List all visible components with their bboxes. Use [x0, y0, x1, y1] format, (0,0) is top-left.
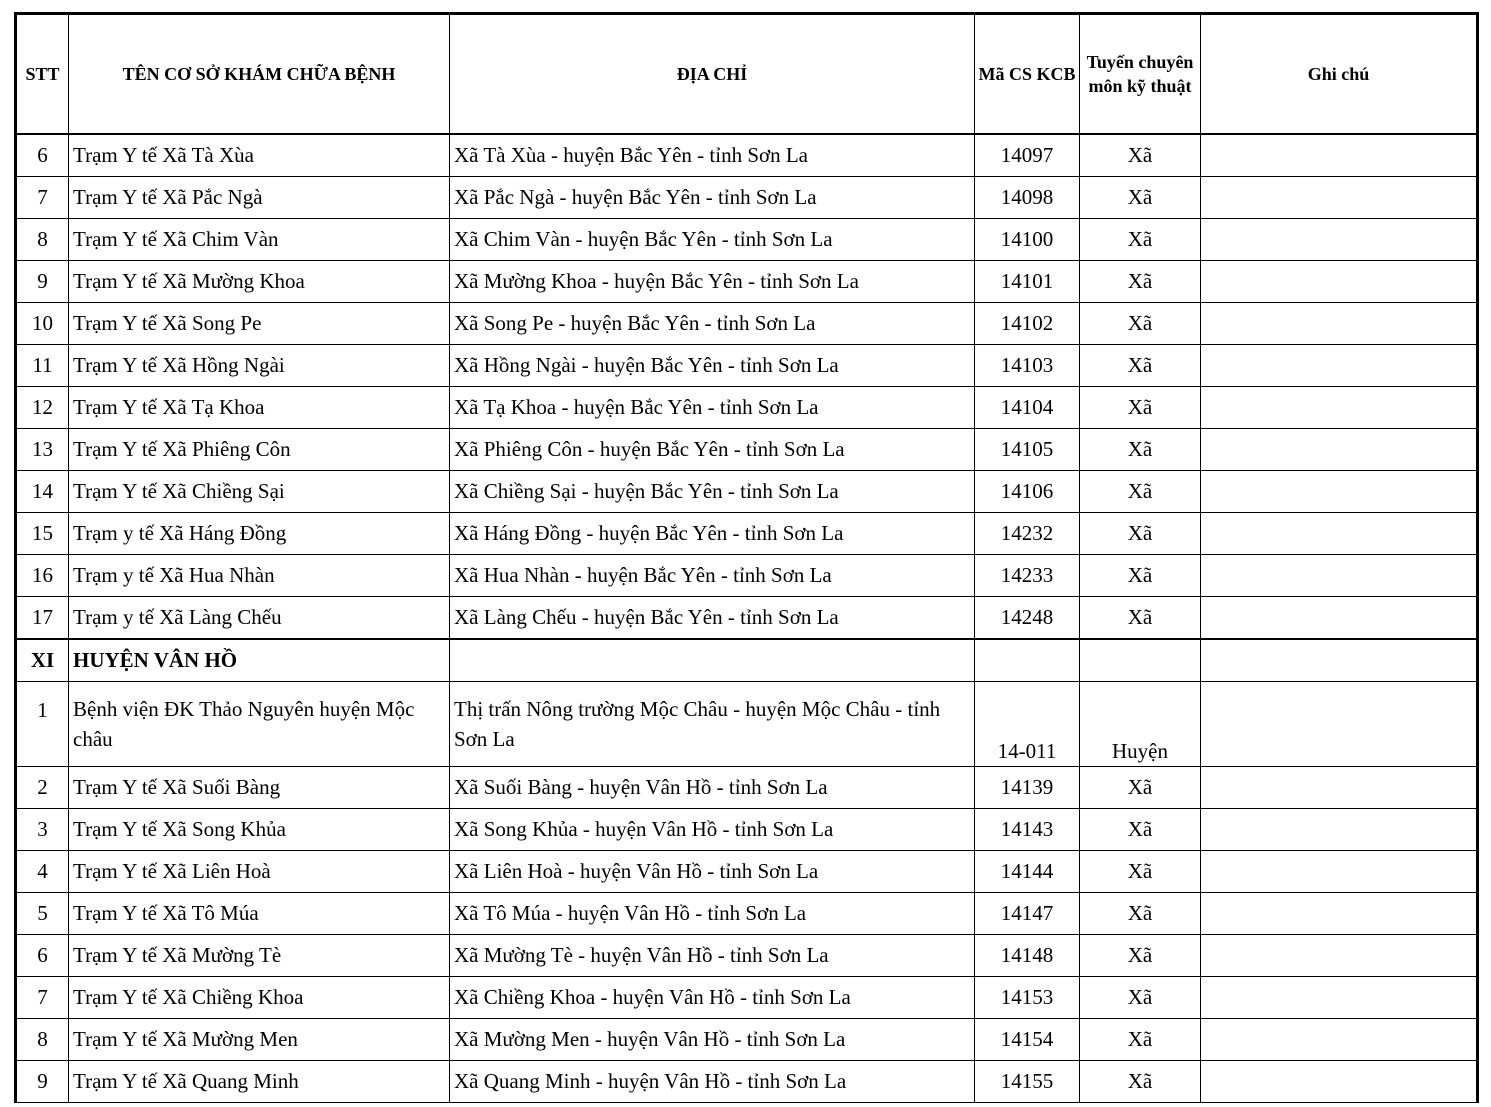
- cell-name: Trạm Y tế Xã Tạ Khoa: [69, 387, 450, 429]
- cell-level: Xã: [1080, 387, 1201, 429]
- cell-level: Huyện: [1080, 682, 1201, 767]
- cell-note: [1201, 682, 1478, 767]
- cell-code: 14155: [975, 1061, 1080, 1103]
- cell-level: Xã: [1080, 303, 1201, 345]
- cell-note: [1201, 851, 1478, 893]
- cell-address: Xã Suối Bàng - huyện Vân Hồ - tỉnh Sơn La: [450, 767, 975, 809]
- cell-code: 14102: [975, 303, 1080, 345]
- cell-code: 14232: [975, 513, 1080, 555]
- cell-address: Xã Tô Múa - huyện Vân Hồ - tỉnh Sơn La: [450, 893, 975, 935]
- cell-note: [1201, 134, 1478, 177]
- cell-code: 14147: [975, 893, 1080, 935]
- cell-note: [1201, 513, 1478, 555]
- cell-name: Trạm Y tế Xã Mường Khoa: [69, 261, 450, 303]
- cell-name: Trạm Y tế Xã Chiềng Sại: [69, 471, 450, 513]
- facility-table: [14, 12, 1479, 1103]
- table-row: [16, 809, 1478, 851]
- cell-name: Trạm y tế Xã Hua Nhàn: [69, 555, 450, 597]
- cell-name: Trạm Y tế Xã Song Pe: [69, 303, 450, 345]
- cell-note: [1201, 219, 1478, 261]
- cell-note: [1201, 639, 1478, 682]
- cell-note: [1201, 1061, 1478, 1103]
- cell-note: [1201, 555, 1478, 597]
- cell-note: [1201, 977, 1478, 1019]
- header-stt: STT: [16, 14, 69, 135]
- cell-level: [1080, 639, 1201, 682]
- cell-code: 14139: [975, 767, 1080, 809]
- cell-name: Trạm Y tế Xã Chiềng Khoa: [69, 977, 450, 1019]
- header-name: TÊN CƠ SỞ KHÁM CHỮA BỆNH: [69, 14, 450, 135]
- cell-name: Trạm Y tế Xã Liên Hoà: [69, 851, 450, 893]
- cell-name: Trạm Y tế Xã Quang Minh: [69, 1061, 450, 1103]
- cell-address: Thị trấn Nông trường Mộc Châu - huyện Mộc Châu - tỉnh Sơn La: [450, 682, 975, 767]
- section-row: [16, 639, 1478, 682]
- header-address: ĐỊA CHỈ: [450, 14, 975, 135]
- cell-level: Xã: [1080, 555, 1201, 597]
- cell-stt: 5: [16, 893, 69, 935]
- cell-address: Xã Chiềng Sại - huyện Bắc Yên - tỉnh Sơn La: [450, 471, 975, 513]
- header-level: Tuyến chuyên môn kỹ thuật: [1080, 14, 1201, 135]
- cell-code: [975, 639, 1080, 682]
- cell-code: 14105: [975, 429, 1080, 471]
- cell-level: Xã: [1080, 513, 1201, 555]
- cell-stt: 10: [16, 303, 69, 345]
- cell-address: Xã Làng Chếu - huyện Bắc Yên - tỉnh Sơn La: [450, 597, 975, 640]
- section-title: HUYỆN VÂN HỒ: [69, 639, 450, 682]
- cell-address: Xã Háng Đồng - huyện Bắc Yên - tỉnh Sơn La: [450, 513, 975, 555]
- cell-address: Xã Tạ Khoa - huyện Bắc Yên - tỉnh Sơn La: [450, 387, 975, 429]
- cell-address: Xã Hua Nhàn - huyện Bắc Yên - tỉnh Sơn La: [450, 555, 975, 597]
- cell-address: Xã Chim Vàn - huyện Bắc Yên - tỉnh Sơn La: [450, 219, 975, 261]
- cell-note: [1201, 261, 1478, 303]
- cell-note: [1201, 177, 1478, 219]
- cell-code: 14143: [975, 809, 1080, 851]
- cell-level: Xã: [1080, 177, 1201, 219]
- table-row: [16, 471, 1478, 513]
- table-row: [16, 387, 1478, 429]
- cell-level: Xã: [1080, 1019, 1201, 1061]
- table-row: [16, 555, 1478, 597]
- cell-name: Trạm Y tế Xã Tà Xùa: [69, 134, 450, 177]
- table-row: [16, 682, 1478, 767]
- cell-stt: 7: [16, 977, 69, 1019]
- cell-stt: 9: [16, 1061, 69, 1103]
- cell-stt: 2: [16, 767, 69, 809]
- cell-code: 14233: [975, 555, 1080, 597]
- cell-stt: 17: [16, 597, 69, 640]
- cell-code: 14153: [975, 977, 1080, 1019]
- table-row: [16, 597, 1478, 640]
- cell-name: Trạm Y tế Xã Suối Bàng: [69, 767, 450, 809]
- cell-level: Xã: [1080, 345, 1201, 387]
- table-row: [16, 345, 1478, 387]
- cell-code: 14248: [975, 597, 1080, 640]
- cell-code: 14144: [975, 851, 1080, 893]
- cell-note: [1201, 471, 1478, 513]
- cell-level: Xã: [1080, 893, 1201, 935]
- cell-level: Xã: [1080, 429, 1201, 471]
- cell-level: Xã: [1080, 261, 1201, 303]
- table-row: [16, 429, 1478, 471]
- cell-stt: 16: [16, 555, 69, 597]
- cell-note: [1201, 429, 1478, 471]
- cell-level: Xã: [1080, 1061, 1201, 1103]
- cell-address: Xã Mường Khoa - huyện Bắc Yên - tỉnh Sơn La: [450, 261, 975, 303]
- cell-level: Xã: [1080, 597, 1201, 640]
- cell-code: 14097: [975, 134, 1080, 177]
- cell-level: Xã: [1080, 809, 1201, 851]
- table-row: [16, 177, 1478, 219]
- cell-level: Xã: [1080, 134, 1201, 177]
- cell-code: 14-011: [975, 682, 1080, 767]
- cell-stt: 6: [16, 134, 69, 177]
- table-row: [16, 851, 1478, 893]
- table-row: [16, 261, 1478, 303]
- cell-address: [450, 639, 975, 682]
- cell-address: Xã Phiêng Côn - huyện Bắc Yên - tỉnh Sơn La: [450, 429, 975, 471]
- cell-stt: 14: [16, 471, 69, 513]
- cell-address: Xã Pắc Ngà - huyện Bắc Yên - tỉnh Sơn La: [450, 177, 975, 219]
- cell-level: Xã: [1080, 767, 1201, 809]
- cell-name: Trạm Y tế Xã Hồng Ngài: [69, 345, 450, 387]
- cell-note: [1201, 345, 1478, 387]
- cell-level: Xã: [1080, 935, 1201, 977]
- cell-name: Trạm Y tế Xã Phiêng Côn: [69, 429, 450, 471]
- cell-name: Bệnh viện ĐK Thảo Nguyên huyện Mộc châu: [69, 682, 450, 767]
- cell-address: Xã Chiềng Khoa - huyện Vân Hồ - tỉnh Sơn La: [450, 977, 975, 1019]
- cell-name: Trạm y tế Xã Làng Chếu: [69, 597, 450, 640]
- table-row: [16, 935, 1478, 977]
- cell-note: [1201, 387, 1478, 429]
- cell-address: Xã Quang Minh - huyện Vân Hồ - tỉnh Sơn La: [450, 1061, 975, 1103]
- cell-name: Trạm Y tế Xã Pắc Ngà: [69, 177, 450, 219]
- cell-code: 14100: [975, 219, 1080, 261]
- cell-stt: 4: [16, 851, 69, 893]
- header-note: Ghi chú: [1201, 14, 1478, 135]
- cell-code: 14098: [975, 177, 1080, 219]
- cell-stt: 8: [16, 1019, 69, 1061]
- cell-name: Trạm Y tế Xã Mường Men: [69, 1019, 450, 1061]
- cell-address: Xã Liên Hoà - huyện Vân Hồ - tỉnh Sơn La: [450, 851, 975, 893]
- cell-note: [1201, 1019, 1478, 1061]
- cell-stt: 6: [16, 935, 69, 977]
- table-row: [16, 513, 1478, 555]
- cell-stt: 9: [16, 261, 69, 303]
- cell-note: [1201, 935, 1478, 977]
- cell-level: Xã: [1080, 471, 1201, 513]
- table-row: [16, 893, 1478, 935]
- cell-stt: 13: [16, 429, 69, 471]
- cell-address: Xã Hồng Ngài - huyện Bắc Yên - tỉnh Sơn La: [450, 345, 975, 387]
- cell-stt: 7: [16, 177, 69, 219]
- cell-level: Xã: [1080, 977, 1201, 1019]
- cell-stt: 1: [16, 682, 69, 767]
- cell-name: Trạm Y tế Xã Song Khủa: [69, 809, 450, 851]
- table-row: [16, 303, 1478, 345]
- table-row: [16, 219, 1478, 261]
- cell-address: Xã Mường Tè - huyện Vân Hồ - tỉnh Sơn La: [450, 935, 975, 977]
- table-row: [16, 1061, 1478, 1103]
- cell-stt: 15: [16, 513, 69, 555]
- cell-address: Xã Song Khủa - huyện Vân Hồ - tỉnh Sơn La: [450, 809, 975, 851]
- cell-code: 14154: [975, 1019, 1080, 1061]
- cell-code: 14101: [975, 261, 1080, 303]
- cell-name: Trạm Y tế Xã Chim Vàn: [69, 219, 450, 261]
- table-row: [16, 1019, 1478, 1061]
- cell-code: 14148: [975, 935, 1080, 977]
- cell-level: Xã: [1080, 851, 1201, 893]
- header-code: Mã CS KCB: [975, 14, 1080, 135]
- cell-note: [1201, 303, 1478, 345]
- table-row: [16, 977, 1478, 1019]
- cell-level: Xã: [1080, 219, 1201, 261]
- cell-address: Xã Tà Xùa - huyện Bắc Yên - tỉnh Sơn La: [450, 134, 975, 177]
- cell-name: Trạm y tế Xã Háng Đồng: [69, 513, 450, 555]
- cell-address: Xã Song Pe - huyện Bắc Yên - tỉnh Sơn La: [450, 303, 975, 345]
- header-row: [16, 14, 1478, 135]
- table-row: [16, 134, 1478, 177]
- cell-note: [1201, 809, 1478, 851]
- cell-stt: 8: [16, 219, 69, 261]
- cell-address: Xã Mường Men - huyện Vân Hồ - tỉnh Sơn La: [450, 1019, 975, 1061]
- cell-note: [1201, 597, 1478, 640]
- cell-code: 14103: [975, 345, 1080, 387]
- cell-code: 14106: [975, 471, 1080, 513]
- cell-name: Trạm Y tế Xã Tô Múa: [69, 893, 450, 935]
- cell-stt: 12: [16, 387, 69, 429]
- cell-note: [1201, 767, 1478, 809]
- cell-code: 14104: [975, 387, 1080, 429]
- cell-note: [1201, 893, 1478, 935]
- section-number: XI: [16, 639, 69, 682]
- table-row: [16, 767, 1478, 809]
- cell-stt: 3: [16, 809, 69, 851]
- cell-stt: 11: [16, 345, 69, 387]
- cell-name: Trạm Y tế Xã Mường Tè: [69, 935, 450, 977]
